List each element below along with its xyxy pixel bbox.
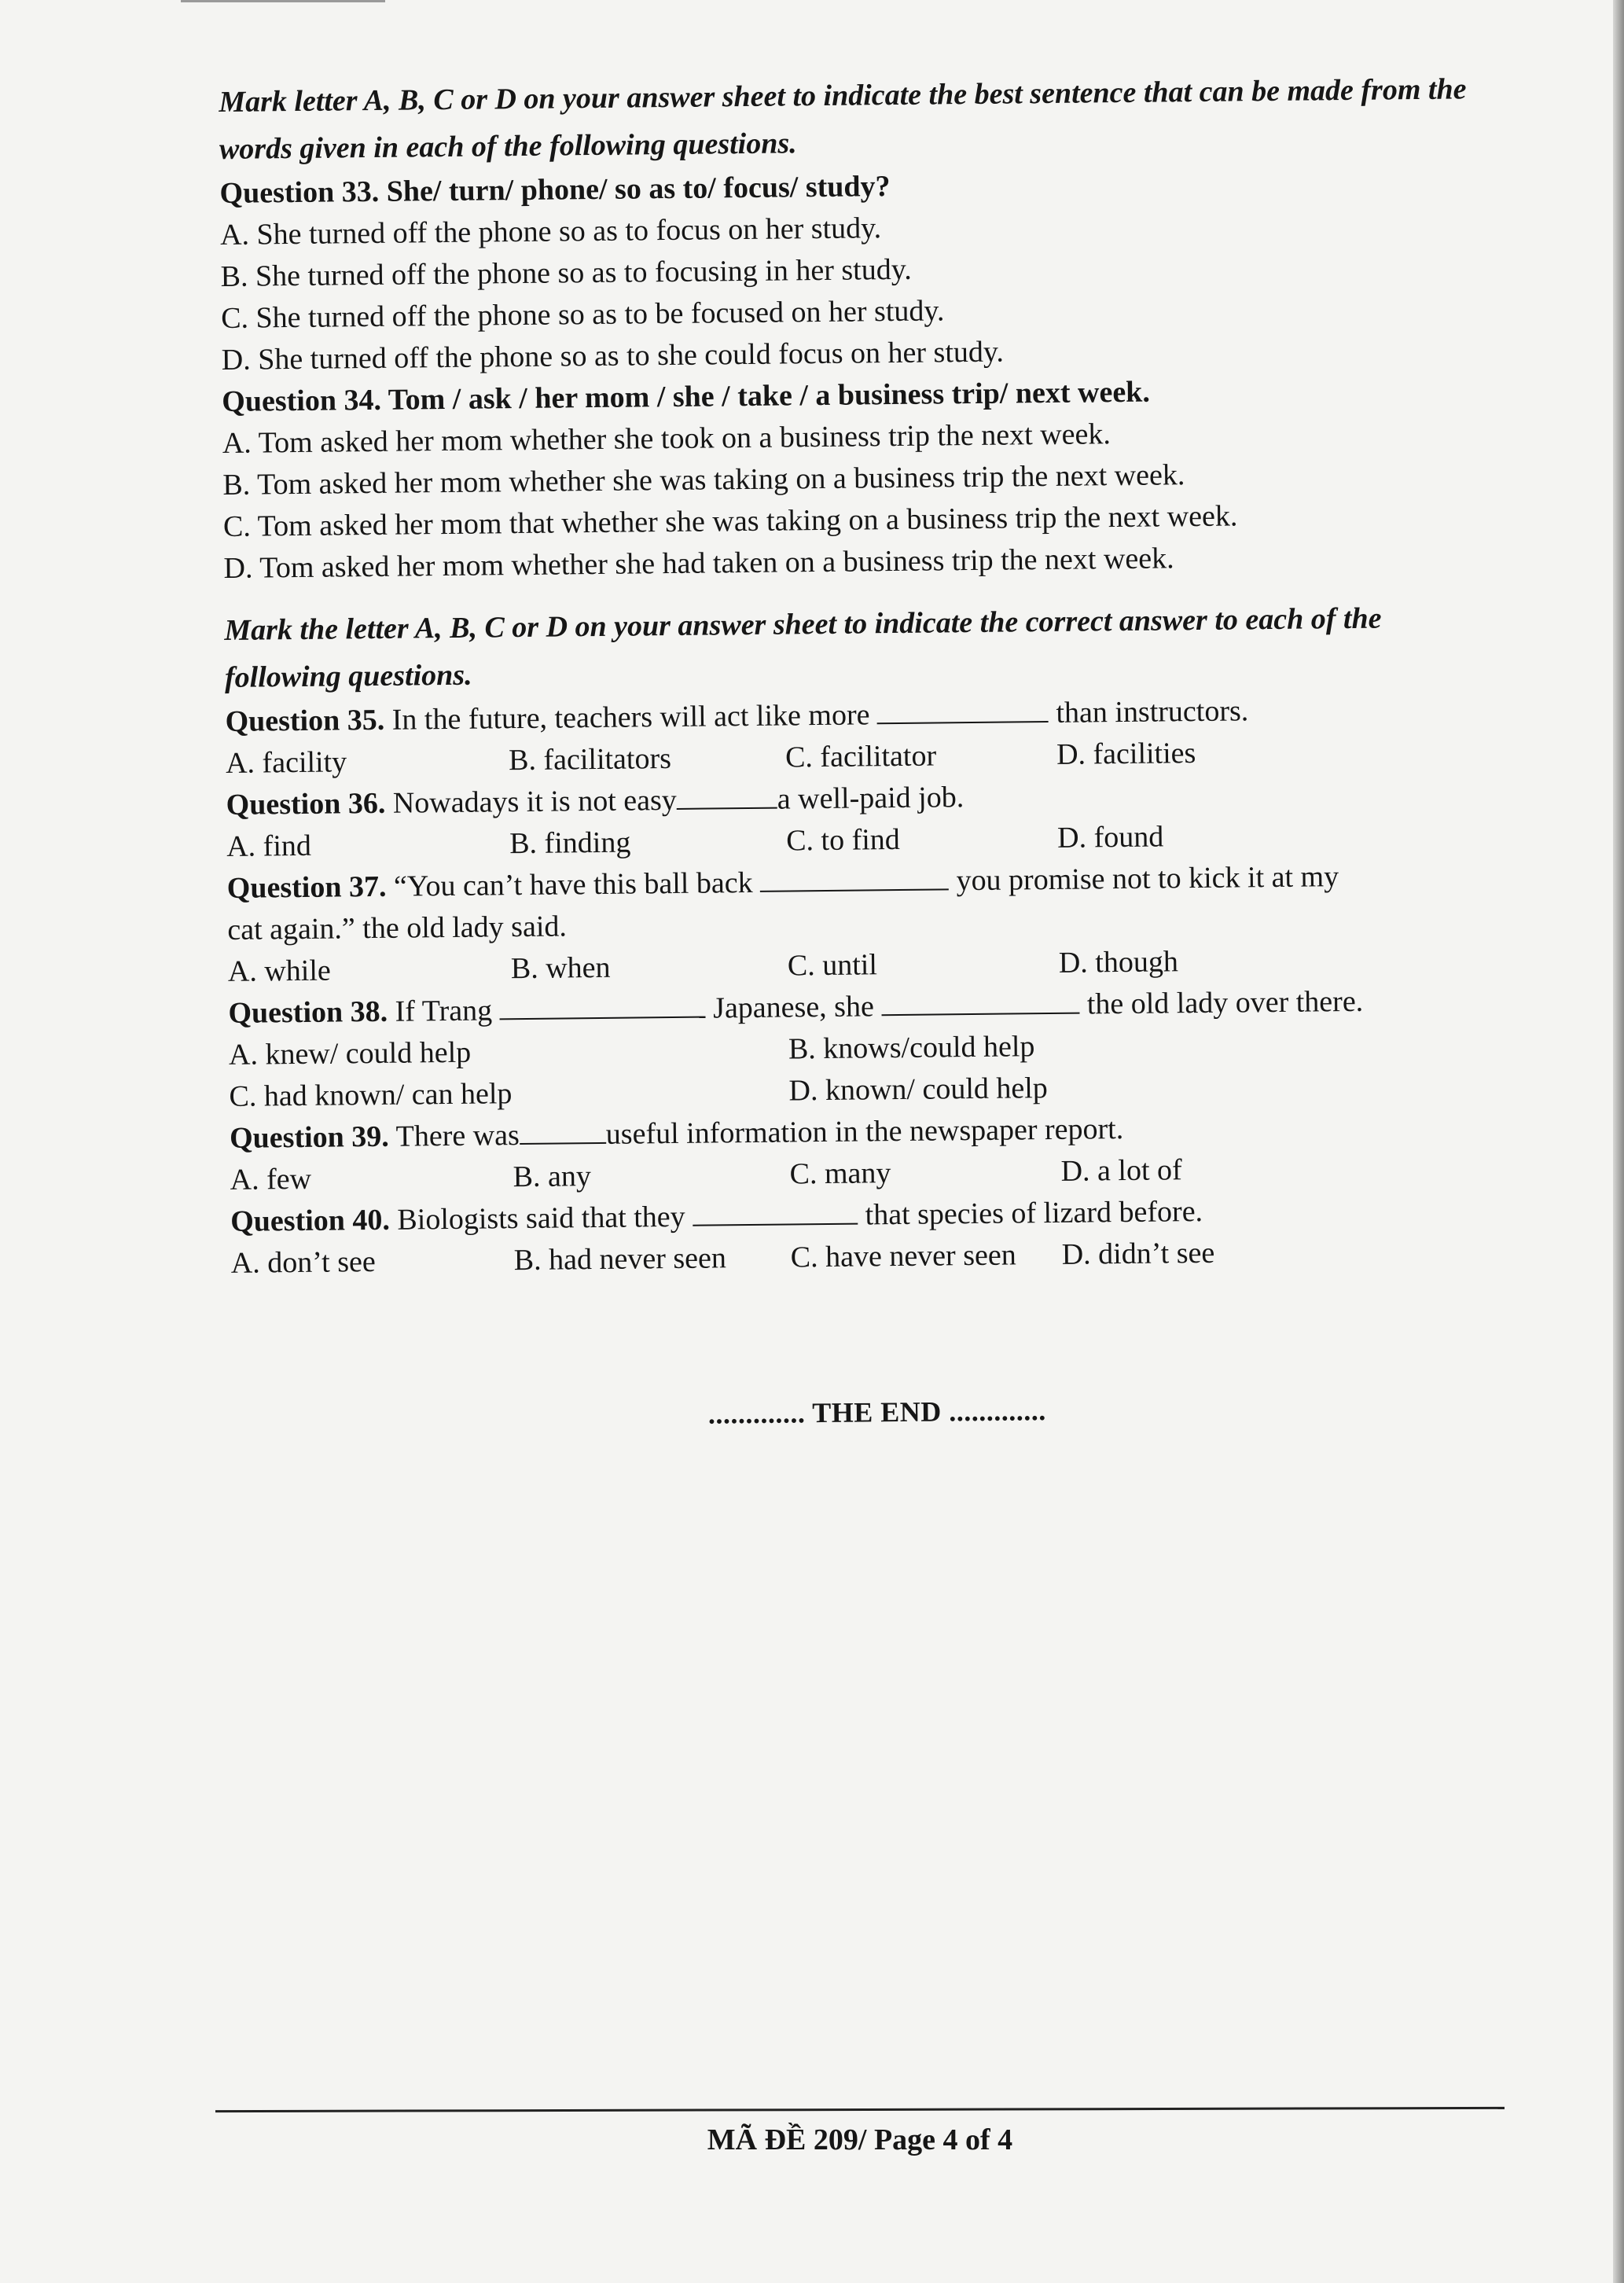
q34-option-d: D. Tom asked her mom whether she had taken on a business trip the next week.: [223, 542, 1174, 585]
q39-text-after: useful information in the newspaper report.: [605, 1112, 1124, 1151]
q37-text-before: “You can’t have this ball back: [386, 866, 761, 903]
q35-option-d: D. facilities: [1056, 737, 1196, 771]
q38-blank-1: [499, 990, 705, 1020]
q36-option-b: B. finding: [509, 825, 631, 861]
q33-option-c: C. She turned off the phone so as to be focused on her study.: [220, 294, 945, 335]
q37-blank: [760, 862, 949, 892]
q35-text-before: In the future, teachers will act like more: [384, 698, 878, 737]
q34-option-a: A. Tom asked her mom whether she took on a business trip the next week.: [222, 417, 1111, 460]
q40-option-a: A. don’t see: [230, 1244, 376, 1280]
q38-text-before: If Trang: [387, 994, 500, 1028]
q36-option-d: D. found: [1056, 820, 1164, 855]
q34-option-b: B. Tom asked her mom whether she was taking on a business trip the next week.: [222, 458, 1185, 502]
section2-instruction-line2: following questions.: [224, 658, 472, 694]
q40-text-before: Biologists said that they: [389, 1200, 693, 1237]
q38-text-mid: Japanese, she: [705, 990, 882, 1025]
q38-option-d: D. known/ could help: [788, 1072, 1049, 1108]
q39-option-d: D. a lot of: [1060, 1153, 1182, 1188]
question-34-label: Question 34. Tom / ask / her mom / she / take / a business trip/ next week.: [222, 375, 1151, 418]
q36-text-before: Nowadays it is not easy: [385, 783, 678, 820]
section1-instruction-line2: words given in each of the following questions.: [219, 127, 797, 166]
q37-text-after: you promise not to kick it at my: [948, 860, 1339, 898]
q39-text-before: There was: [388, 1119, 520, 1153]
q38-text-after: the old lady over there.: [1079, 984, 1364, 1021]
q38-option-c: C. had known/ can help: [229, 1077, 513, 1113]
q36-option-c: C. to find: [785, 822, 901, 858]
question-35-number: Question 35.: [225, 703, 385, 738]
question-33-label: Question 33. She/ turn/ phone/ so as to/ focus/ study?: [219, 170, 891, 210]
q33-option-d: D. She turned off the phone so as to she could focus on her study.: [221, 335, 1005, 377]
scan-top-edge: [181, 0, 385, 2]
footer-divider: [215, 2107, 1505, 2112]
q39-blank: [520, 1116, 606, 1145]
question-37-number: Question 37.: [226, 869, 387, 905]
q36-text-after: a well-paid job.: [777, 781, 964, 816]
q33-option-a: A. She turned off the phone so as to focus on her study.: [219, 211, 882, 252]
q39-option-a: A. few: [230, 1162, 312, 1197]
q36-blank: [677, 781, 777, 810]
q36-option-a: A. find: [226, 829, 312, 863]
q39-option-c: C. many: [789, 1156, 891, 1191]
page-footer: MÃ ĐỀ 209/ Page 4 of 4: [707, 2123, 1013, 2156]
q37-option-a: A. while: [227, 954, 331, 988]
q34-option-c: C. Tom asked her mom that whether she was taking on a business trip the next week.: [222, 499, 1238, 543]
q40-option-b: B. had never seen: [513, 1241, 727, 1278]
q33-option-b: B. She turned off the phone so as to focusing in her study.: [220, 252, 912, 293]
exam-page: [219, 65, 1522, 1436]
q40-text-after: that species of lizard before.: [857, 1194, 1203, 1232]
section1-instruction-line1: Mark letter A, B, C or D on your answer sheet to indicate the best sentence that can be made from the: [219, 72, 1467, 119]
the-end-marker: ............. THE END .............: [707, 1395, 1046, 1430]
q39-option-b: B. any: [513, 1160, 592, 1194]
q38-option-b: B. knows/could help: [788, 1030, 1035, 1066]
question-40-number: Question 40.: [230, 1203, 391, 1238]
q38-blank-2: [881, 986, 1079, 1017]
q35-option-b: B. facilitators: [508, 742, 672, 778]
q40-option-d: D. didn’t see: [1061, 1236, 1215, 1271]
question-36-number: Question 36.: [226, 786, 386, 822]
scan-right-edge: [1613, 0, 1624, 2283]
q35-option-c: C. facilitator: [784, 739, 937, 774]
q35-blank: [877, 694, 1049, 724]
q38-option-a: A. knew/ could help: [228, 1035, 472, 1072]
question-38-number: Question 38.: [228, 994, 388, 1030]
q37-option-b: B. when: [510, 950, 611, 986]
q37-option-d: D. though: [1058, 945, 1179, 980]
section2-instruction-line1: Mark the letter A, B, C or D on your answer sheet to indicate the correct answer to each of the: [224, 601, 1382, 647]
q40-blank: [693, 1197, 858, 1226]
q40-option-c: C. have never seen: [790, 1238, 1016, 1274]
question-39-number: Question 39.: [229, 1119, 390, 1155]
q35-option-a: A. facility: [225, 745, 347, 780]
q37-option-c: C. until: [787, 948, 878, 983]
q37-stem-line2: cat again.” the old lady said.: [227, 910, 568, 947]
q35-text-after: than instructors.: [1048, 694, 1249, 730]
